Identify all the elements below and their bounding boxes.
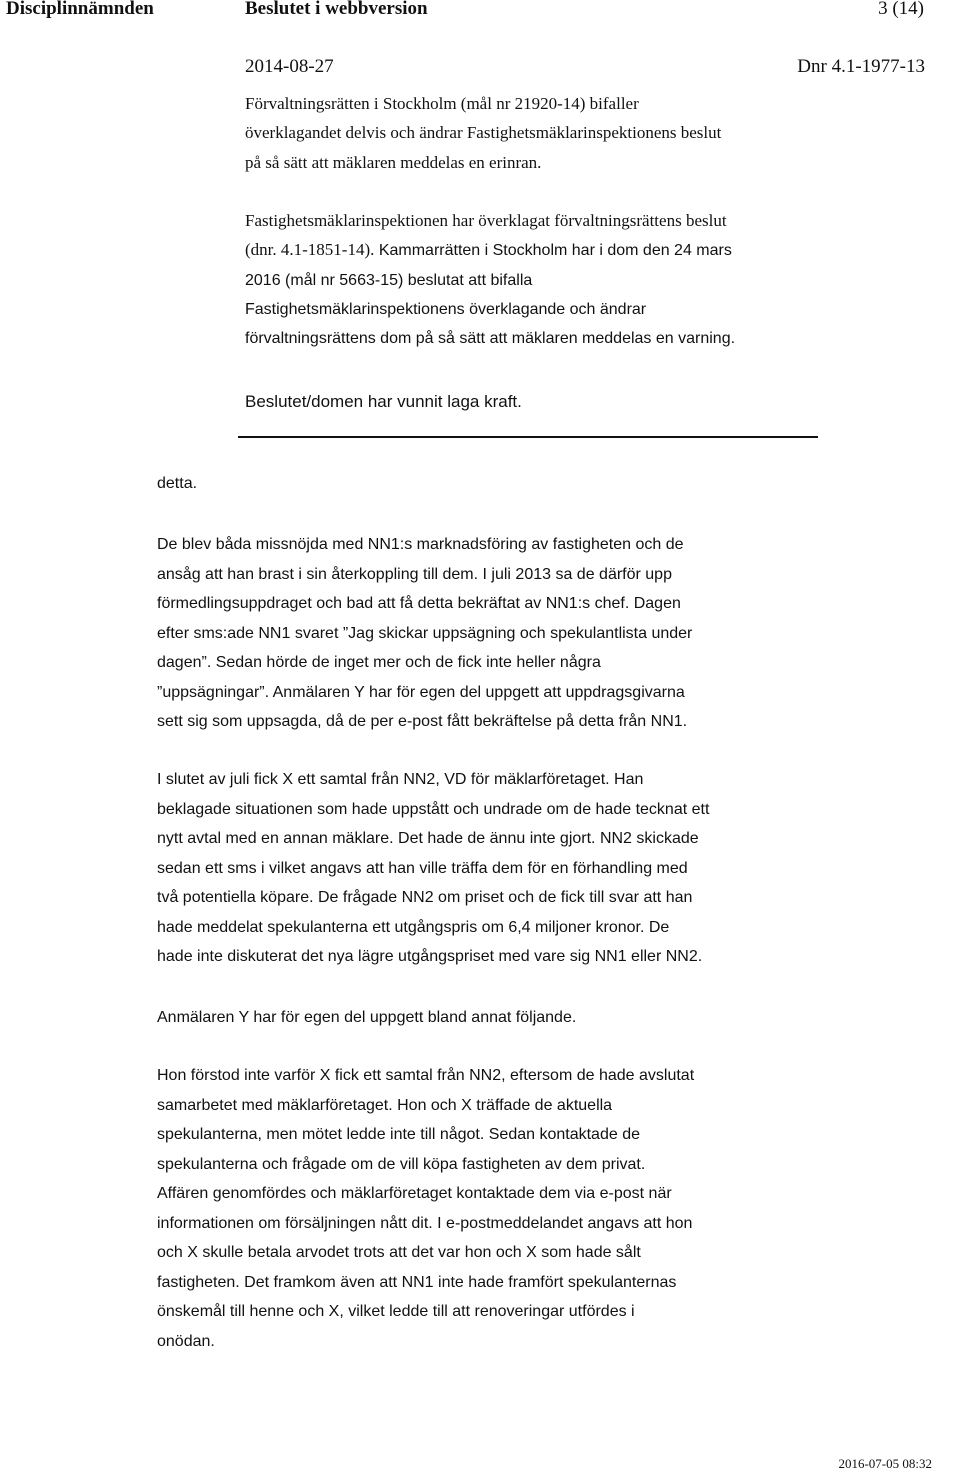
body-paragraph-4 <box>157 1061 837 1356</box>
text-line: förvaltningsrättens dom på så sätt att mäklaren meddelas en varning. <box>245 330 736 348</box>
text-line: Hon förstod inte varför X fick ett samtal från NN2, eftersom de hade avslutat <box>157 1067 695 1084</box>
header-document-title: Beslutet i webbversion <box>245 0 428 19</box>
text-line: efter sms:ade NN1 svaret ”Jag skickar uppsägning och spekulantlista under <box>157 624 693 642</box>
body-paragraph-1 <box>157 530 837 737</box>
text-line: överklagandet delvis och ändrar Fastighetsmäklarinspektionens beslut <box>245 123 722 143</box>
text-line: spekulanterna och frågade om de vill köpa fastigheten av dem privat. <box>157 1155 646 1173</box>
text-line: fastigheten. Det framkom även att NN1 inte hade framfört spekulanternas <box>157 1273 677 1291</box>
footer-timestamp: 2016-07-05 08:32 <box>838 1456 932 1471</box>
text-line: ansåg att han brast i sin återkoppling till dem. I juli 2013 sa de därför upp <box>157 565 672 583</box>
text-line <box>245 235 885 265</box>
case-number: Dnr 4.1-1977-13 <box>797 56 925 77</box>
text-line: samarbetet med mäklarföretaget. Hon och X träffade de aktuella <box>157 1096 613 1114</box>
text-line: spekulanterna, men mötet ledde inte till något. Sedan kontaktade de <box>157 1126 640 1143</box>
text-line: Fastighetsmäklarinspektionens överklagande och ändrar <box>245 300 647 318</box>
text-line: sett sig som uppsagda, då de per e-post fått bekräftelse på detta från NN1. <box>157 713 688 730</box>
text-line: önskemål till henne och X, vilket ledde till att renoveringar utfördes i <box>157 1303 635 1320</box>
text-line: Fastighetsmäklarinspektionen har överklagat förvaltningsrättens beslut <box>245 211 727 230</box>
text-line: hade meddelat spekulanterna ett utgångspris om 6,4 miljoner kronor. De <box>157 918 670 936</box>
case-reference: (dnr. 4.1-1851-14). <box>245 240 375 260</box>
text-line: De blev båda missnöjda med NN1:s marknadsföring av fastigheten och de <box>157 536 684 553</box>
text-line: onödan. <box>157 1332 215 1350</box>
appeal-text: Kammarrätten i Stockholm har i dom den 24 mars <box>374 242 732 260</box>
detta-fragment: detta. <box>157 475 198 492</box>
text-line: två potentiella köpare. De frågade NN2 om priset och de fick till svar att han <box>157 889 693 906</box>
text-line: sedan ett sms i vilket angavs att han ville träffa dem för en förhandling med <box>157 859 688 877</box>
divider <box>238 436 818 438</box>
appeal-paragraph <box>245 206 885 353</box>
text-line: I slutet av juli fick X ett samtal från NN2, VD för mäklarföretaget. Han <box>157 771 644 788</box>
decision-date: 2014-08-27 <box>245 56 334 77</box>
text-line: 2016 (mål nr 5663-15) beslutat att bifalla <box>245 271 533 289</box>
text-line: hade inte diskuterat det nya lägre utgångspriset med vare sig NN1 eller NN2. <box>157 948 703 965</box>
body-paragraph-3: Anmälaren Y har för egen del uppgett bland annat följande. <box>157 1009 577 1026</box>
body-paragraph-2 <box>157 765 837 972</box>
court-decision-paragraph <box>245 89 885 177</box>
text-line: ”uppsägningar”. Anmälaren Y har för egen del uppgett att uppdragsgivarna <box>157 683 685 701</box>
text-line: Affären genomfördes och mäklarföretaget kontaktade dem via e-post när <box>157 1185 672 1202</box>
text-line: Förvaltningsrätten i Stockholm (mål nr 21920-14) bifaller <box>245 94 639 113</box>
decision-meta <box>245 56 925 80</box>
text-line: på så sätt att mäklaren meddelas en erinran. <box>245 152 542 172</box>
text-line: beklagade situationen som hade uppstått och undrade om de hade tecknat ett <box>157 800 710 818</box>
header-organization: Disciplinnämnden <box>6 0 154 19</box>
text-line: och X skulle betala arvodet trots att det var hon och X som hade sålt <box>157 1244 641 1261</box>
text-line: förmedlingsuppdraget och bad att få detta bekräftat av NN1:s chef. Dagen <box>157 595 681 612</box>
legal-force-statement: Beslutet/domen har vunnit laga kraft. <box>245 392 522 411</box>
text-line: informationen om försäljningen nått dit. I e-postmeddelandet angavs att hon <box>157 1214 693 1232</box>
text-line: nytt avtal med en annan mäklare. Det hade de ännu inte gjort. NN2 skickade <box>157 830 699 847</box>
text-line: dagen”. Sedan hörde de inget mer och de fick inte heller några <box>157 654 601 671</box>
page-header <box>0 0 960 22</box>
header-page-number: 3 (14) <box>878 0 924 19</box>
